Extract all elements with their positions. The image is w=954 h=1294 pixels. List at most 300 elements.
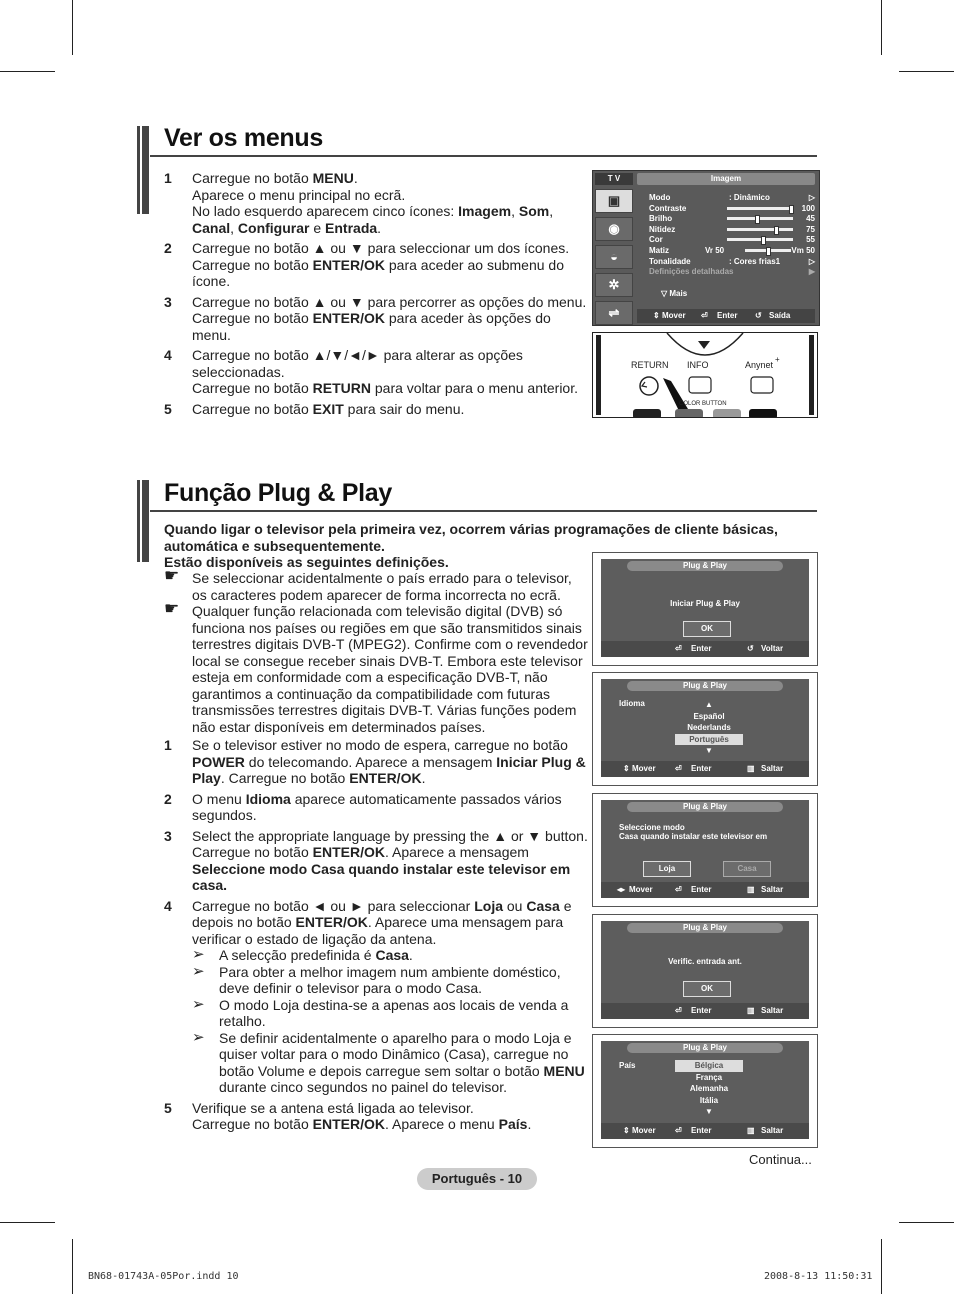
slider-knob — [755, 215, 760, 224]
osd-mode-select — [592, 793, 818, 907]
shop-button[interactable]: Loja — [643, 861, 691, 877]
text-line — [192, 770, 594, 787]
anynet-label: Anynet — [745, 360, 774, 370]
bold-term: ENTER/OK — [312, 310, 385, 326]
slider-track — [727, 228, 793, 231]
menu-row — [649, 246, 815, 256]
more-label: Mais — [669, 289, 688, 298]
arrow-right-icon: ▷ — [808, 256, 815, 266]
bold-term: EXIT — [312, 400, 344, 417]
move-icon: ⇕ — [623, 1126, 630, 1135]
slider-track — [727, 238, 793, 241]
text-line — [192, 257, 594, 274]
footer-enter: Enter — [691, 644, 712, 653]
osd-antenna-check — [592, 914, 818, 1028]
pointing-hand-icon: ☛ — [164, 599, 180, 618]
crop-mark — [881, 0, 882, 55]
section-rule — [150, 155, 817, 157]
text-line — [192, 1100, 594, 1117]
crop-mark — [899, 71, 954, 72]
setup-icon: ✲ — [595, 273, 633, 297]
sound-icon: ◉ — [595, 217, 633, 241]
step-number: 1 — [164, 170, 172, 186]
skip-icon: ▥ — [747, 1126, 755, 1135]
picture-icon: ▣ — [595, 189, 633, 213]
text-line — [192, 1116, 594, 1133]
crop-mark — [881, 1239, 882, 1294]
text-line — [192, 380, 594, 397]
tv-tab: T V — [595, 173, 633, 185]
country-label: País — [619, 1061, 636, 1070]
slider-track — [727, 217, 793, 220]
bold-term: Casa — [526, 897, 560, 914]
return-label: RETURN — [631, 360, 669, 370]
ok-button[interactable]: OK — [683, 981, 731, 997]
sub-note — [192, 1030, 594, 1096]
osd-message: Verific. entrada ant. — [668, 957, 742, 966]
osd-title: Plug & Play — [627, 1043, 783, 1053]
note-line: terrestres digitais DVB-T (MPEG2). Confirme com o revendedor — [192, 636, 588, 652]
text-line — [192, 273, 594, 290]
arrow-down-icon: ▼ — [705, 1107, 713, 1116]
slider-track — [745, 249, 791, 252]
arrow-up-icon: ▲ — [705, 700, 713, 709]
osd-message: Iniciar Plug & Play — [670, 599, 740, 608]
text-run: Carregue no botão — [192, 170, 313, 186]
channel-icon: ◒ — [595, 245, 633, 269]
bold-term: Casa — [375, 947, 409, 963]
osd-start-plug-play — [592, 552, 818, 666]
slider-value: 45 — [806, 214, 815, 224]
bold-term: País — [498, 1116, 528, 1132]
bold-term: Configurar — [237, 219, 310, 236]
crop-mark — [0, 1222, 55, 1223]
note-line: os caracteres podem aparecer de forma incorrecta no ecrã. — [192, 586, 561, 603]
menu-row-label: Brilho — [649, 214, 673, 224]
step-item — [164, 828, 594, 894]
text-run: Select the appropriate language by pressing the ▲ or ▼ button. — [192, 827, 588, 844]
menu-row-value: : Cores frias1 — [729, 256, 781, 266]
text-run: O menu — [192, 790, 246, 807]
text-line — [192, 844, 594, 861]
plug-play-steps — [164, 737, 594, 1137]
text-run: deve definir o televisor para o modo Casa. — [219, 980, 483, 996]
color-button-label: COLOR BUTTON — [679, 401, 727, 407]
tv-menu-footer — [637, 309, 815, 323]
osd-title: Plug & Play — [627, 802, 783, 812]
list-option[interactable]: Itália — [699, 1095, 719, 1105]
arrow-bullet-icon: ➢ — [192, 1028, 205, 1046]
text-run: segundos. — [192, 807, 257, 823]
text-line — [192, 310, 594, 327]
section-title: Função Plug & Play — [164, 479, 392, 507]
note-line: não estar disponíveis em determinados países. — [192, 718, 486, 735]
print-date-info: 2008-8-13 11:50:31 — [764, 1271, 873, 1282]
enter-icon: ⏎ — [675, 764, 682, 773]
text-run: Carregue no botão ▲/▼/◄/► para alterar as opções — [192, 347, 523, 363]
step-item — [164, 737, 594, 787]
list-option[interactable]: França — [695, 1072, 723, 1082]
slider-track — [727, 207, 793, 210]
step-number: 5 — [164, 1099, 172, 1116]
skip-icon: ▥ — [747, 1006, 755, 1015]
sub-note — [192, 947, 594, 964]
arrow-down-icon: ▼ — [705, 746, 713, 755]
menu-row — [649, 257, 815, 267]
step-item — [164, 240, 594, 290]
text-run: , — [230, 219, 238, 236]
text-line — [192, 220, 594, 237]
bold-term: RETURN — [312, 380, 371, 396]
text-line — [192, 898, 594, 915]
menu-row-label: Matiz — [649, 246, 669, 255]
menu-row-label: Contraste — [649, 203, 687, 213]
text-run: , — [511, 203, 519, 219]
note-line: esteja em conformidade com a especificação DVB-T, não — [192, 669, 548, 685]
footer-move: Mover — [662, 311, 686, 320]
bold-term: casa. — [192, 877, 228, 893]
note-line: funciona nos países ou regiões em que são transmitidos sinais — [192, 619, 582, 636]
menu-row-label: Cor — [649, 235, 663, 245]
text-line — [192, 347, 594, 364]
text-run: do telecomando. Aparece a mensagem — [244, 753, 497, 770]
step-item — [164, 1100, 594, 1133]
crop-mark — [899, 1222, 954, 1223]
text-line — [192, 401, 594, 418]
step-item — [164, 791, 594, 824]
menu-steps — [164, 170, 594, 421]
step-item — [164, 294, 594, 344]
text-run: Verifique se a antena está ligada ao televisor. — [192, 1099, 474, 1116]
text-run: Carregue no botão ▲ ou ▼ para percorrer as opções do menu. — [192, 293, 587, 310]
text-run: Carregue no botão — [192, 310, 313, 326]
text-run: Se o televisor estiver no modo de espera, carregue no botão — [192, 737, 568, 753]
text-line — [192, 737, 594, 754]
menu-row — [649, 267, 815, 277]
text-run: A selecção predefinida é — [219, 947, 376, 963]
text-line — [219, 1046, 594, 1063]
text-line — [192, 754, 594, 771]
osd-title: Plug & Play — [627, 561, 783, 571]
text-line — [192, 931, 594, 948]
text-run: . — [353, 170, 358, 186]
print-file-info: BN68-01743A-05Por.indd 10 — [88, 1271, 239, 1282]
ok-button[interactable]: OK — [683, 621, 731, 637]
enter-icon: ⏎ — [675, 885, 682, 894]
text-run: . Aparece o menu — [384, 1116, 499, 1132]
text-line — [219, 997, 594, 1014]
text-run: botão Volume e depois carregue sem soltar o botão — [219, 1062, 544, 1079]
text-run: para aceder às opções do — [384, 310, 551, 326]
text-run: menu. — [192, 326, 231, 343]
info-label: INFO — [687, 360, 709, 370]
text-run: . — [377, 219, 382, 236]
step-number: 5 — [164, 400, 172, 417]
bold-term: Imagem — [458, 203, 512, 219]
text-line — [192, 861, 594, 878]
note-item — [164, 599, 594, 735]
skip-icon: ▥ — [747, 764, 755, 773]
crop-mark — [72, 1239, 73, 1294]
text-line — [219, 1013, 594, 1030]
language-list[interactable] — [675, 699, 743, 757]
footer-exit: Saída — [769, 311, 791, 320]
text-line — [192, 791, 594, 808]
osd-country — [592, 1034, 818, 1148]
text-line — [192, 240, 594, 257]
tv-menu-panel — [641, 189, 815, 307]
text-run: , — [549, 203, 554, 219]
text-run: aparece automaticamente passados vários — [290, 790, 562, 807]
footer-enter: Enter — [717, 311, 738, 320]
bold-term: ENTER/OK — [312, 256, 385, 273]
text-run: retalho. — [219, 1013, 266, 1029]
text-run: seleccionadas. — [192, 363, 285, 380]
text-line — [192, 187, 594, 204]
enter-icon: ⏎ — [675, 1006, 682, 1015]
slider-value: 100 — [801, 203, 815, 213]
left-right-icon: ◂▸ — [617, 885, 626, 894]
footer-move: Mover — [632, 1126, 656, 1135]
arrow-bullet-icon: ➢ — [192, 946, 205, 963]
text-run: No lado esquerdo aparecem cinco ícones: — [192, 203, 459, 219]
text-run: verificar o estado de ligação da antena. — [192, 930, 437, 947]
slider-knob — [766, 247, 771, 256]
tv-menu-header: Imagem — [637, 173, 815, 185]
osd-title: Plug & Play — [627, 681, 783, 691]
text-line — [192, 364, 594, 381]
bold-term: Som — [518, 203, 550, 219]
step-number: 4 — [164, 347, 172, 363]
section-bar — [137, 480, 149, 562]
menu-row-label: Tonalidade — [649, 256, 691, 266]
more-item — [649, 289, 815, 299]
slider-value: 55 — [806, 235, 815, 245]
country-list[interactable] — [675, 1060, 743, 1118]
intro-line: automática e subsequentemente. — [164, 537, 385, 554]
bold-term: Play — [192, 770, 221, 786]
slider-value: 75 — [806, 224, 815, 234]
menu-row-label: Modo — [649, 193, 671, 202]
osd-language — [592, 672, 818, 786]
step-number: 3 — [164, 293, 172, 310]
menu-row-value: : Dinâmico — [729, 193, 770, 202]
text-run: Carregue no botão — [192, 844, 313, 860]
move-icon: ⇕ — [653, 311, 660, 320]
anynet-superscript: + — [775, 355, 780, 364]
text-line — [192, 807, 594, 824]
pointing-hand-icon: ☛ — [164, 566, 180, 585]
text-run: quiser voltar para o modo Dinâmico (Casa), carregue no — [219, 1046, 569, 1062]
enter-icon: ⏎ — [701, 311, 708, 320]
bold-term: Iniciar Plug & — [496, 753, 586, 770]
section-bar — [137, 126, 149, 214]
crop-mark — [0, 71, 55, 72]
list-option[interactable]: Português — [675, 734, 743, 746]
text-line — [219, 1030, 594, 1047]
footer-move: Mover — [632, 764, 656, 773]
text-run: Se definir acidentalmente o aparelho para o modo Loja e — [219, 1029, 572, 1046]
footer-enter: Enter — [691, 1126, 712, 1135]
text-line — [219, 947, 594, 964]
menu-row — [649, 225, 815, 235]
input-icon: ⇌ — [595, 301, 633, 325]
text-line — [192, 170, 594, 187]
footer-enter: Enter — [691, 1006, 712, 1015]
text-line — [219, 1063, 594, 1080]
note-line: Qualquer função relacionada com televisão digital (DVB) só — [192, 603, 563, 619]
menu-row-label: Definições detalhadas — [649, 267, 734, 277]
step-number: 3 — [164, 827, 172, 844]
language-label: Idioma — [619, 699, 645, 708]
osd-title: Plug & Play — [627, 923, 783, 933]
text-line — [192, 294, 594, 311]
text-run: Carregue no botão ▲ ou ▼ para seleccionar um dos ícones. — [192, 240, 570, 256]
step-number: 1 — [164, 737, 172, 753]
step-item — [164, 347, 594, 397]
text-run: . Aparece a mensagem — [384, 844, 529, 860]
text-run: depois no botão — [192, 914, 296, 930]
skip-icon: ▥ — [747, 885, 755, 894]
text-run: Aparece o menu principal no ecrã. — [192, 186, 406, 203]
arrow-bullet-icon: ➢ — [192, 962, 205, 980]
enter-icon: ⏎ — [675, 644, 682, 653]
return-icon: ↺ — [755, 311, 762, 320]
text-run: O modo Loja destina-se a apenas aos locais de venda a — [219, 996, 569, 1013]
step-number: 4 — [164, 897, 172, 914]
step-item — [164, 401, 594, 418]
hue-right-value: Vm 50 — [791, 246, 815, 255]
footer-back: Voltar — [761, 644, 784, 653]
bold-term: POWER — [192, 753, 245, 770]
sub-note — [192, 997, 594, 1030]
menu-row — [649, 193, 815, 203]
bold-term: Idioma — [245, 790, 291, 807]
intro-line: Estão disponíveis as seguintes definições. — [164, 554, 449, 570]
text-line — [219, 1079, 594, 1096]
list-option[interactable]: Nederlands — [687, 723, 731, 732]
menu-row — [649, 214, 815, 224]
list-option[interactable]: Español — [693, 711, 725, 721]
text-run: . — [421, 770, 426, 786]
footer-enter: Enter — [691, 764, 712, 773]
bold-term: ENTER/OK — [349, 770, 422, 786]
note-line: local se consegue receber sinais DVB-T. Embora este televisor — [192, 652, 583, 669]
section-title: Ver os menus — [164, 124, 323, 152]
mode-line: Casa quando instalar este televisor em — [619, 832, 768, 841]
text-run: para aceder ao submenu do — [384, 256, 564, 273]
text-line — [192, 877, 594, 894]
tv-menu-icons — [595, 187, 635, 320]
intro-line: Quando ligar o televisor pela primeira vez, ocorrem várias programações de cliente básicas, — [164, 521, 778, 537]
step-item — [164, 170, 594, 236]
bold-term: ENTER/OK — [295, 914, 368, 930]
text-run: . Carregue no botão — [220, 770, 350, 786]
hue-left-value: Vr 50 — [705, 246, 725, 255]
bold-term: Loja — [474, 897, 503, 914]
text-run: Carregue no botão — [192, 400, 313, 417]
enter-icon: ⏎ — [675, 1126, 682, 1135]
bold-term: ENTER/OK — [312, 844, 385, 860]
text-run: para sair do menu. — [343, 400, 465, 417]
arrow-bullet-icon: ➢ — [192, 995, 205, 1013]
sub-note — [192, 964, 594, 997]
remote-illustration — [592, 332, 818, 418]
text-run: e — [309, 219, 326, 236]
menu-row-label: Nitidez — [649, 224, 676, 234]
note-line: Se seleccionar acidentalmente o país errado para o televisor, — [192, 570, 572, 586]
text-run: Carregue no botão — [192, 1116, 313, 1132]
bold-term: MENU — [543, 1062, 585, 1079]
home-button[interactable]: Casa — [723, 861, 771, 877]
return-icon: ↺ — [747, 644, 754, 653]
text-run: Carregue no botão — [192, 380, 313, 396]
arrow-right-icon: ▶ — [808, 267, 815, 277]
arrow-right-icon: ▷ — [808, 193, 815, 202]
continue-label: Continua... — [749, 1152, 812, 1167]
text-run: Para obter a melhor imagem num ambiente doméstico, — [219, 963, 561, 980]
text-line — [192, 914, 594, 931]
note-line: transmissões terrestres digitais DVB-T. Várias funções podem — [192, 702, 577, 718]
section-rule — [150, 510, 817, 512]
page-number-badge: Português - 10 — [417, 1168, 537, 1190]
bold-term: Seleccione modo Casa quando instalar este televisor em — [192, 860, 571, 877]
list-option[interactable]: Bélgica — [675, 1060, 743, 1072]
bold-term: ENTER/OK — [312, 1116, 385, 1132]
bold-term: Entrada — [325, 219, 378, 236]
slider-knob — [774, 226, 779, 235]
text-line — [219, 980, 594, 997]
text-run: Carregue no botão ◄ ou ► para seleccionar — [192, 897, 475, 914]
text-run: e — [559, 897, 572, 914]
list-option[interactable]: Alemanha — [689, 1084, 729, 1093]
slider-knob — [789, 205, 794, 214]
footer-skip: Saltar — [761, 1006, 784, 1015]
text-run: para voltar para o menu anterior. — [370, 380, 578, 396]
step-number: 2 — [164, 240, 172, 256]
footer-skip: Saltar — [761, 1126, 784, 1135]
crop-mark — [72, 0, 73, 55]
note-item — [164, 566, 594, 603]
note-line: garantimos a continuação da compatibilidade com futuras — [192, 685, 550, 702]
tv-menu-screenshot — [592, 170, 820, 326]
menu-row — [649, 204, 815, 214]
mode-line: Seleccione modo — [619, 823, 685, 832]
plug-play-notes — [164, 566, 594, 735]
step-item — [164, 898, 594, 1096]
text-run: . — [408, 947, 413, 963]
footer-move: Mover — [629, 885, 653, 894]
footer-skip: Saltar — [761, 885, 784, 894]
text-line — [219, 964, 594, 981]
footer-skip: Saltar — [761, 764, 784, 773]
bold-term: Canal — [192, 219, 231, 236]
text-run: . — [527, 1116, 532, 1132]
bold-term: MENU — [312, 170, 354, 186]
menu-row — [649, 235, 815, 245]
text-run: . Aparece uma mensagem para — [367, 914, 564, 930]
text-run: ícone. — [192, 273, 231, 289]
footer-enter: Enter — [691, 885, 712, 894]
slider-knob — [761, 236, 766, 245]
text-line — [192, 327, 594, 344]
text-line — [192, 828, 594, 845]
text-run: ou — [503, 897, 527, 914]
step-number: 2 — [164, 790, 172, 807]
text-run: durante cinco segundos no painel do televisor. — [219, 1079, 507, 1095]
text-line — [192, 203, 594, 220]
move-icon: ⇕ — [623, 764, 630, 773]
